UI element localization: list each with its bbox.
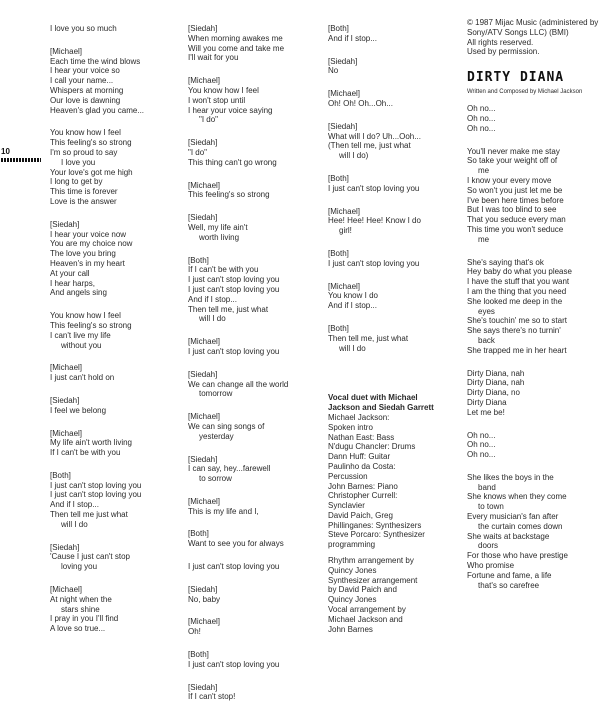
lyric-line: I love you — [61, 157, 96, 167]
lyric-line: band — [478, 482, 496, 492]
lyrics-stanza — [188, 181, 316, 201]
lyric-line: She says there's no turnin' — [467, 326, 561, 336]
lyric-line: And angels sing — [50, 288, 107, 298]
credit-line: N'dugu Chancler: Drums — [328, 442, 416, 452]
lyric-line: [Siedah] — [188, 369, 218, 379]
lyric-line: You know how I feel — [50, 128, 121, 138]
credit-line: Synclavier — [328, 501, 365, 511]
lyric-line: Want to see you for always — [188, 539, 284, 549]
lyric-line: I won't stop until — [188, 95, 246, 105]
lyrics-stanza — [50, 24, 178, 34]
credit-line: Michael Jackson and — [328, 614, 403, 624]
credit-line: John Barnes: Piano — [328, 481, 398, 491]
lyric-line: This thing can't go wrong — [188, 157, 277, 167]
lyric-line: What will I do? Uh...Ooh... — [328, 131, 421, 141]
lyric-line: I feel we belong — [50, 405, 107, 415]
lyric-line: [Michael] — [188, 617, 221, 627]
lyrics-stanza — [50, 543, 178, 572]
lyric-line: Fortune and fame, a life — [467, 570, 552, 580]
lyric-line: to sorrow — [199, 474, 232, 484]
lyrics-stanza — [188, 24, 316, 63]
lyrics-stanza — [328, 324, 456, 353]
lyric-line: And if I stop... — [188, 294, 237, 304]
lyrics-stanza — [328, 122, 456, 161]
lyric-line: Each time the wind blows — [50, 56, 141, 66]
lyric-line: I hear your voice now — [50, 229, 127, 239]
lyrics-stanza — [188, 213, 316, 242]
lyric-line: Whispers at morning — [50, 85, 124, 95]
lyric-line: Then tell me, just what — [328, 333, 409, 343]
lyric-line: Heaven's glad you came... — [50, 105, 145, 115]
lyric-line: that's so carefree — [478, 580, 540, 590]
credit-line: by David Paich and — [328, 585, 397, 595]
lyric-line: She likes the boys in the — [467, 472, 554, 482]
lyric-line: And if I stop... — [328, 301, 377, 311]
credit-line: programming — [328, 540, 376, 550]
lyric-line: I just can't stop loving you — [188, 284, 280, 294]
lyrics-stanza — [188, 370, 316, 399]
lyric-line: will I do — [339, 343, 366, 353]
lyric-line: At night when the — [50, 594, 112, 604]
lyric-line: Oh no... — [467, 440, 496, 450]
lyric-line: [Michael] — [188, 180, 221, 190]
credits-heading-line: Jackson and Siedah Garrett — [328, 403, 434, 413]
lyric-line: We can sing songs of — [188, 421, 265, 431]
lyric-line: I've been here times before — [467, 195, 564, 205]
lyrics-stanza — [188, 412, 316, 441]
credit-line: Percussion — [328, 471, 368, 481]
lyric-line: We can change all the world — [188, 379, 289, 389]
lyric-line: [Michael] — [188, 337, 221, 347]
lyric-line: And if I stop... — [50, 500, 99, 510]
lyric-line: I just can't hold on — [50, 373, 115, 383]
lyric-line: [Siedah] — [50, 542, 80, 552]
credits-heading — [328, 393, 456, 413]
lyric-line: I just can't stop loving you — [50, 480, 142, 490]
lyric-line: You know how I feel — [50, 311, 121, 321]
lyric-line: will I do — [61, 519, 88, 529]
lyrics-stanza — [188, 650, 316, 670]
lyric-line: without you — [61, 340, 102, 350]
lyric-line: If I can't be with you — [188, 265, 259, 275]
lyric-line: For those who have prestige — [467, 551, 568, 561]
lyric-line: This feeling's so strong — [50, 138, 132, 148]
lyric-line: [Both] — [188, 529, 209, 539]
lyric-line: Will you come and take me — [188, 43, 285, 53]
credit-line: Vocal arrangement by — [328, 605, 406, 615]
lyric-line: I'll wait for you — [188, 53, 239, 63]
lyric-line: doors — [478, 541, 499, 551]
lyric-line: I'm so proud to say — [50, 147, 118, 157]
lyric-line: You are my choice now — [50, 239, 133, 249]
lyric-line: Who promise — [467, 561, 515, 571]
lyrics-column-2 — [188, 24, 316, 715]
lyric-line: Well, my life ain't — [188, 222, 248, 232]
lyric-line: [Siedah] — [188, 24, 218, 33]
lyric-line: So take your weight off of — [467, 156, 558, 166]
lyric-line: [Michael] — [328, 206, 361, 216]
lyric-line: [Both] — [328, 173, 349, 183]
credit-line: Phillinganes: Synthesizers — [328, 520, 422, 530]
lyrics-stanza — [188, 529, 316, 549]
song-title: DIRTY DIANA — [467, 70, 565, 86]
lyric-line: [Siedah] — [188, 454, 218, 464]
lyric-line: [Siedah] — [188, 213, 218, 223]
lyric-line: Let me be! — [467, 407, 505, 417]
lyrics-stanza — [188, 337, 316, 357]
credit-line: Nathan East: Bass — [328, 432, 395, 442]
lyric-line: She knows when they come — [467, 492, 567, 502]
lyric-line: Oh! Oh! Oh...Oh... — [328, 98, 393, 108]
lyric-line: This feeling's so strong — [188, 190, 270, 200]
lyric-line: I long to get by — [50, 177, 103, 187]
dirty-diana-stanza — [467, 431, 593, 460]
lyric-line: I just can't stop loving you — [188, 562, 280, 572]
lyric-line: back — [478, 335, 495, 345]
lyric-line: will I do — [199, 314, 226, 324]
lyric-line: I can't live my life — [50, 330, 111, 340]
lyric-line: [Michael] — [328, 89, 361, 99]
lyrics-stanza — [188, 585, 316, 605]
page-number-marker — [1, 147, 41, 162]
lyrics-stanza — [50, 220, 178, 298]
dirty-diana-stanza — [467, 473, 593, 591]
dirty-diana-stanza — [467, 104, 593, 133]
lyric-line: [Michael] — [50, 585, 83, 595]
lyric-line: "I do" — [199, 115, 219, 125]
dirty-diana-stanza — [467, 147, 593, 245]
lyric-line: Oh no... — [467, 113, 496, 123]
lyric-line: [Siedah] — [328, 121, 358, 131]
lyric-line: I call your name... — [50, 76, 114, 86]
lyric-line: So won't you just let me be — [467, 185, 563, 195]
page-number: 10 — [1, 147, 10, 156]
lyrics-stanza — [328, 24, 456, 44]
lyric-line: [Both] — [188, 255, 209, 265]
credit-line: Quincy Jones — [328, 565, 377, 575]
lyric-line: Dirty Diana, nah — [467, 368, 525, 378]
lyric-line: I just can't stop loving you — [188, 346, 280, 356]
credit-line: Christopher Currell: — [328, 491, 398, 501]
lyric-line: Then tell me just what — [50, 510, 128, 520]
lyric-line: eyes — [478, 306, 495, 316]
lyric-line: "I do" — [188, 147, 208, 157]
credits-arrangement — [328, 556, 456, 634]
lyric-line: [Both] — [328, 24, 349, 33]
lyric-line: will I do) — [339, 151, 369, 161]
copyright-line: © 1987 Mijac Music (administered by — [467, 18, 599, 27]
lyric-line: Hee! Hee! Hee! Know I do — [328, 216, 421, 226]
lyrics-stanza — [188, 617, 316, 637]
lyrics-stanza — [328, 89, 456, 109]
dirty-diana-stanza — [467, 258, 593, 356]
lyrics-stanza — [50, 471, 178, 530]
lyric-line: Our love is dawning — [50, 95, 121, 105]
song-lyrics — [467, 104, 593, 590]
lyric-line: [Siedah] — [188, 682, 218, 692]
credits-musicians — [328, 413, 456, 550]
lyric-line: [Michael] — [50, 46, 83, 56]
lyric-line: Dirty Diana, nah — [467, 378, 525, 388]
lyric-line: I know your every move — [467, 175, 552, 185]
lyrics-stanza — [328, 207, 456, 236]
lyric-line: This time you won't seduce — [467, 224, 564, 234]
lyrics-stanza — [50, 47, 178, 116]
lyric-line: [Michael] — [50, 428, 83, 438]
lyric-line: That you seduce every man — [467, 215, 566, 225]
lyrics-stanza — [328, 174, 456, 194]
lyric-line: Your love's got me high — [50, 167, 133, 177]
dirty-diana-column — [467, 18, 599, 603]
credit-line: Synthesizer arrangement — [328, 575, 418, 585]
credit-line: Michael Jackson: — [328, 412, 390, 422]
lyric-line: You know how I feel — [188, 85, 259, 95]
lyric-line: worth living — [199, 232, 240, 242]
lyric-line: [Both] — [328, 248, 349, 258]
lyrics-stanza — [328, 282, 456, 311]
lyric-line: Oh no... — [467, 104, 496, 114]
lyric-line: I am the thing that you need — [467, 286, 567, 296]
lyric-line: stars shine — [61, 604, 100, 614]
lyric-line: the curtain comes down — [478, 521, 563, 531]
lyric-line: Every musician's fan after — [467, 512, 559, 522]
lyrics-stanza — [188, 76, 316, 125]
lyrics-stanza — [50, 396, 178, 416]
lyric-line: [Siedah] — [328, 56, 358, 66]
lyric-line: [Siedah] — [188, 138, 218, 148]
credit-line: Steve Porcaro: Synthesizer — [328, 530, 425, 540]
credit-line: Spoken intro — [328, 422, 373, 432]
credit-line: John Barnes — [328, 624, 373, 634]
lyric-line: The love you bring — [50, 249, 116, 259]
lyric-line: [Siedah] — [50, 219, 80, 229]
lyric-line: At your call — [50, 268, 90, 278]
credits-heading-line: Vocal duet with Michael — [328, 393, 418, 403]
lyrics-stanza — [188, 256, 316, 325]
lyric-line: to town — [478, 502, 504, 512]
dirty-diana-stanza — [467, 369, 593, 418]
lyric-line: Love is the answer — [50, 196, 117, 206]
lyric-line: You'll never make me stay — [467, 146, 560, 156]
lyric-line: Hey baby do what you please — [467, 267, 572, 277]
lyric-line: [Both] — [328, 323, 349, 333]
lyric-line: [Michael] — [188, 76, 221, 86]
lyric-line: [Both] — [50, 470, 71, 480]
lyrics-column-3-verses — [328, 24, 456, 353]
lyric-line: I pray in you I'll find — [50, 614, 119, 624]
lyric-line: [Siedah] — [50, 395, 80, 405]
lyric-line: [Michael] — [328, 281, 361, 291]
lyrics-stanza — [50, 128, 178, 206]
lyric-line: I love you so much — [50, 24, 117, 33]
lyric-line: A love so true... — [50, 624, 106, 634]
lyric-line: Dirty Diana, no — [467, 388, 520, 398]
credit-line: Dann Huff: Guitar — [328, 452, 391, 462]
copyright-line: All rights reserved. — [467, 37, 534, 47]
copyright-notice — [467, 18, 599, 57]
lyric-line: I hear harps, — [50, 278, 95, 288]
lyric-line: When morning awakes me — [188, 33, 283, 43]
credit-line: Rhythm arrangement by — [328, 556, 414, 566]
lyric-line: loving you — [61, 562, 98, 572]
lyric-line: And if I stop... — [328, 33, 377, 43]
lyrics-stanza — [188, 683, 316, 703]
lyric-line: She's touchin' me so to start — [467, 316, 567, 326]
lyric-line: If I can't stop! — [188, 692, 236, 702]
lyric-line: yesterday — [199, 431, 234, 441]
lyrics-stanza — [188, 497, 316, 517]
lyric-line: This feeling's so strong — [50, 320, 132, 330]
lyric-line: I just can't stop loving you — [328, 258, 420, 268]
lyric-line: I have the stuff that you want — [467, 277, 570, 287]
lyric-line: I just can't stop loving you — [328, 183, 420, 193]
lyrics-stanza — [50, 363, 178, 383]
lyric-line: I just can't stop loving you — [188, 659, 280, 669]
lyric-line: She waits at backstage — [467, 531, 550, 541]
lyric-line: If I can't be with you — [50, 448, 121, 458]
song-subtitle: Written and Composed by Michael Jackson — [467, 89, 583, 96]
lyrics-stanza — [328, 249, 456, 269]
lyrics-stanza — [188, 138, 316, 167]
lyric-line: [Michael] — [188, 412, 221, 422]
lyric-line: girl! — [339, 226, 352, 236]
lyric-line: She trapped me in her heart — [467, 345, 567, 355]
lyric-line: [Siedah] — [188, 584, 218, 594]
lyric-line: No, baby — [188, 594, 221, 604]
lyric-line: Then tell me, just what — [188, 304, 269, 314]
lyric-line: She's saying that's ok — [467, 257, 544, 267]
lyric-line: This time is forever — [50, 187, 118, 197]
lyric-line: My life ain't worth living — [50, 438, 132, 448]
lyric-line: tomorrow — [199, 389, 233, 399]
lyric-line: Oh no... — [467, 123, 496, 133]
lyric-line: This is my life and I, — [188, 506, 259, 516]
lyric-line: me — [478, 166, 490, 176]
lyrics-column-3 — [328, 24, 456, 634]
lyric-line: Oh no... — [467, 430, 496, 440]
page-number-bar — [1, 158, 41, 162]
credits — [328, 393, 456, 634]
lyric-line: 'Cause I just can't stop — [50, 552, 130, 562]
lyrics-stanza — [50, 585, 178, 634]
credit-line: Paulinho da Costa: — [328, 461, 396, 471]
lyric-line: me — [478, 234, 490, 244]
lyric-line: [Michael] — [50, 363, 83, 373]
lyric-line: [Both] — [188, 650, 209, 660]
lyric-line: No — [328, 66, 339, 76]
lyric-line: Oh! — [188, 627, 201, 637]
lyric-line: Dirty Diana — [467, 397, 507, 407]
lyrics-stanza — [50, 311, 178, 350]
lyric-line: I hear your voice so — [50, 66, 120, 76]
lyrics-stanza — [50, 429, 178, 458]
lyric-line: Oh no... — [467, 450, 496, 460]
lyric-line: I just can't stop loving you — [50, 490, 142, 500]
lyrics-stanza — [188, 562, 316, 572]
lyric-line: I hear your voice saying — [188, 105, 273, 115]
lyric-line: Heaven's in my heart — [50, 258, 125, 268]
lyrics-stanza — [188, 455, 316, 484]
copyright-line: Sony/ATV Songs LLC) (BMI) — [467, 27, 569, 37]
lyric-line: I can say, hey...farewell — [188, 464, 271, 474]
lyric-line: But I was too blind to see — [467, 205, 557, 215]
lyric-line: (Then tell me, just what — [328, 141, 411, 151]
lyric-line: [Michael] — [188, 496, 221, 506]
lyrics-stanza — [328, 57, 456, 77]
lyric-line: You know I do — [328, 291, 378, 301]
credit-line: Quincy Jones — [328, 595, 377, 605]
copyright-line: Used by permission. — [467, 47, 540, 57]
credit-line: David Paich, Greg — [328, 510, 393, 520]
lyric-line: She looked me deep in the — [467, 296, 563, 306]
lyrics-column-1 — [50, 24, 178, 647]
lyric-line: I just can't stop loving you — [188, 275, 280, 285]
